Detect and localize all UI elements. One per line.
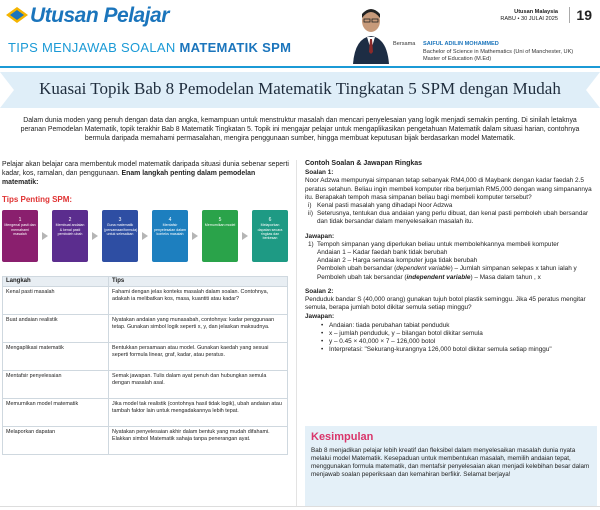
table-row: [3, 315, 288, 343]
table-cell-tip: Nyatakan penyelesaian akhir dalam bentuk yang mudah difahami. Elakkan simbol Matematik sahaja tanpa penerangan ayat.: [109, 427, 288, 455]
dep-a: Pemboleh ubah bersandar (: [317, 265, 397, 273]
table-cell-step: Memurnikan model matematik: [3, 399, 109, 427]
flow-step-text: Guna matematik (persamaan/formula) untuk selesaikan: [104, 223, 138, 236]
ind-a: Pemboleh ubah tak bersandar (: [317, 273, 407, 281]
flow-step-text: Memurnikan model: [204, 223, 236, 228]
tips-heading: Tips Penting SPM:: [2, 195, 73, 204]
item-label: ii): [308, 210, 313, 218]
logo: [6, 4, 169, 28]
steps-table: [2, 276, 288, 455]
table-row: [3, 287, 288, 315]
assumption-line: Andaian 2 – Harga semasa komputer juga tidak berubah: [317, 257, 478, 265]
question-1-label: Soalan 1:: [305, 169, 334, 177]
title-band: [0, 72, 600, 108]
item-text: Kenal pasti masalah yang dihadapi Noor Adzwa: [317, 202, 453, 210]
answer-2-bullet: • x – jumlah penduduk, y – bilangan botol dikitar semula: [305, 330, 597, 338]
flow-arrow-icon: [92, 232, 98, 240]
flow-step-6: [252, 210, 288, 262]
bottom-divider: [0, 506, 600, 507]
question-1-item: [305, 210, 597, 226]
flow-step-text: Membuat andaian & kenal pasti pemboleh ubah: [55, 223, 85, 236]
item-label: 1): [308, 240, 314, 248]
author-qual-2: Master of Education (M.Ed): [423, 56, 492, 62]
table-cell-step: Mentafsir penyelesaian: [3, 371, 109, 399]
table-cell-step: Melaporkan dapatan: [3, 427, 109, 455]
answer-2-bullet: • Andaian: tiada perubahan tabiat penduduk: [305, 322, 597, 330]
header-divider: [0, 66, 600, 68]
bersama-label: Bersama: [393, 41, 416, 47]
author-qual-1: Bachelor of Science in Mathematics (Uni of Manchester, UK): [423, 49, 574, 55]
column-divider: [296, 160, 297, 506]
series-bold: MATEMATIK SPM: [179, 40, 292, 55]
steps-flow: [2, 210, 290, 266]
series-title: [8, 40, 291, 55]
page-number: 19: [569, 7, 592, 23]
table-row: [3, 399, 288, 427]
author-photo: [351, 6, 391, 64]
table-row: [3, 371, 288, 399]
dep-b: dependent variable: [396, 265, 451, 273]
table-cell-tip: Semak jawapan. Tulis dalam ayat penuh dan hubungkan semula dengan masalah asal.: [109, 371, 288, 399]
paper-info: [500, 9, 558, 23]
table-cell-step: Kenal pasti masalah: [3, 287, 109, 315]
assumption-line: Andaian 1 – Kadar faedah bank tidak berubah: [317, 249, 448, 257]
flow-step-4: [152, 210, 188, 262]
answer-1-label: Jawapan:: [305, 232, 335, 240]
flow-step-number: 2: [68, 217, 72, 223]
table-row: [3, 427, 288, 455]
flow-step-3: [102, 210, 138, 262]
flow-step-2: [52, 210, 88, 262]
table-cell-step: Buat andaian realistik: [3, 315, 109, 343]
ind-b: independent variable: [406, 273, 471, 281]
flow-arrow-icon: [142, 232, 148, 240]
paper-date: RABU • 30 JULAI 2025: [500, 16, 558, 22]
question-2-label: Soalan 2:: [305, 287, 334, 295]
masthead: [0, 0, 600, 68]
flow-step-number: 3: [118, 217, 122, 223]
flow-step-number: 5: [218, 217, 222, 223]
table-row: [3, 343, 288, 371]
flow-step-1: [2, 210, 38, 262]
left-intro-plain: Pelajar akan belajar cara membentuk model matematik daripada situasi dunia sebenar seperti kadar, kos, ramalan, dan penggunaan.: [2, 161, 289, 177]
flow-step-5: [202, 210, 238, 262]
item-text: Tempoh simpanan yang diperlukan beliau untuk membolehkannya membeli komputer: [317, 240, 559, 248]
examples-heading: Contoh Soalan & Jawapan Ringkas: [305, 160, 423, 167]
right-column: [305, 160, 597, 354]
flow-step-text: Mengenal pasti dan memahami masalah: [4, 223, 36, 236]
conclusion-box: [305, 426, 597, 506]
flow-step-number: 1: [18, 217, 22, 223]
answer-2-label: Jawapan:: [305, 313, 335, 321]
ind-c: ) – Masa dalam tahun , x: [470, 273, 541, 281]
left-intro-bold: Enam langkah penting dalam pemodelan matematik:: [2, 170, 256, 186]
conclusion-heading: Kesimpulan: [311, 431, 374, 443]
paper-name: Utusan Malaysia: [514, 9, 558, 15]
question-1-text: Noor Adzwa mempunyai simpanan tetap sebanyak RM4,000 di Maybank dengan kadar faedah 2.5 peratus setahun. Beliau ingin membeli komputer riba berjumlah RM5,000 dengan wang simpanannya itu. Berapakah tempoh masa simpanan beliau bagi membeli komputer tersebut?: [305, 177, 592, 201]
left-intro: [2, 160, 290, 187]
logo-icon: [6, 5, 28, 25]
intro-paragraph: Dalam dunia moden yang penuh dengan data dan angka, kemampuan untuk menstruktur masalah dan mencari penyelesaian yang logik menjadi semakin penting. Di sinilah letaknya peranan Pemodelan Matematik, topik terakhir Bab 8 Matematik Tingkatan 5. Topik ini mengajar pelajar untuk mengaplikasikan pengetahuan Matematik dalam situasi harian, contohnya bermula daripada memahami permasalahan, mengira penggunaan sumber, hingga membuat keputusan bijak berdasarkan model Matematik.: [20, 117, 580, 143]
table-cell-tip: Fahami dengan jelas konteks masalah dalam soalan. Contohnya, adakah ia melibatkan kos, masa, kuantiti atau kadar?: [109, 287, 288, 315]
article-title: Kuasai Topik Bab 8 Pemodelan Matematik Tingkatan 5 SPM dengan Mudah: [39, 79, 561, 98]
independent-variable-line: [305, 274, 597, 282]
flow-arrow-icon: [42, 232, 48, 240]
table-cell-step: Mengaplikasi matematik: [3, 343, 109, 371]
question-1-item: [305, 202, 597, 210]
item-text: Seterusnya, tentukan dua andaian yang perlu dibuat, dan kenal pasti pemboleh ubah bersandar dan tidak bersandar dalam menyelesaikan masalah itu.: [317, 210, 589, 226]
table-cell-tip: Bentukkan persamaan atau model. Gunakan kaedah yang sesuai seperti formula linear, graf, kadar, atau peratus.: [109, 343, 288, 371]
left-column: [2, 160, 290, 455]
flow-step-number: 6: [268, 217, 272, 223]
answer-2-bullet: • Interpretasi: "Sekurang-kurangnya 126,000 botol dikitar semula setiap minggu": [305, 346, 597, 354]
table-header-row: [3, 277, 288, 287]
table-cell-tip: Jika model tak realistik (contohnya hasil tidak logik), ubah andaian atau tambah faktor lain untuk mengadakannya lebih tepat.: [109, 399, 288, 427]
author-name: SAIFUL ADILIN MOHAMMED: [423, 41, 499, 47]
answer-1-item: [305, 241, 597, 249]
item-label: i): [308, 202, 312, 210]
dep-c: ) – Jumlah simpanan selepas x tahun ialah y: [450, 265, 577, 273]
table-cell-tip: Nyatakan andaian yang munasabah, contohnya: kadar penggunaan tetap. Gunakan simbol logik seperti x, y, dan jelaskan maksudnya.: [109, 315, 288, 343]
flow-step-text: Mentafsir penyelesaian dalam konteks masalah: [154, 223, 186, 236]
table-header-tips: Tips: [109, 277, 288, 287]
conclusion-text: Bab 8 menjadikan pelajar lebih kreatif dan fleksibel dalam menyelesaikan masalah dunia nyata melalui model Matematik. Kesepaduan untuk membentukan masalah, memilih andaian tepat, menggunakan formula matematik, dan mentafsir penyelesaian akan menjadi kelebihan besar dalam menjawab soalan peperiksaan dan kemahiran berfikir. Selamat berjaya!: [311, 447, 590, 478]
logo-text: Utusan Pelajar: [30, 4, 169, 27]
flow-arrow-icon: [242, 232, 248, 240]
answer-2-bullet: • y – 0.45 × 40,000 × 7 – 126,000 botol: [305, 338, 597, 346]
question-2-text: Penduduk bandar S (40,000 orang) gunakan tujuh botol plastik seminggu. Jika 45 peratus mengitar semula, berapa jumlah botol dikitar semula setiap minggu?: [305, 296, 586, 312]
table-header-langkah: Langkah: [3, 277, 109, 287]
flow-step-number: 4: [168, 217, 172, 223]
flow-step-text: Melaporkan dapatan secara ringkas dan berkesan: [257, 223, 283, 241]
flow-arrow-icon: [192, 232, 198, 240]
dependent-variable-line: [305, 265, 597, 273]
series-prefix: TIPS MENJAWAB SOALAN: [8, 40, 180, 55]
